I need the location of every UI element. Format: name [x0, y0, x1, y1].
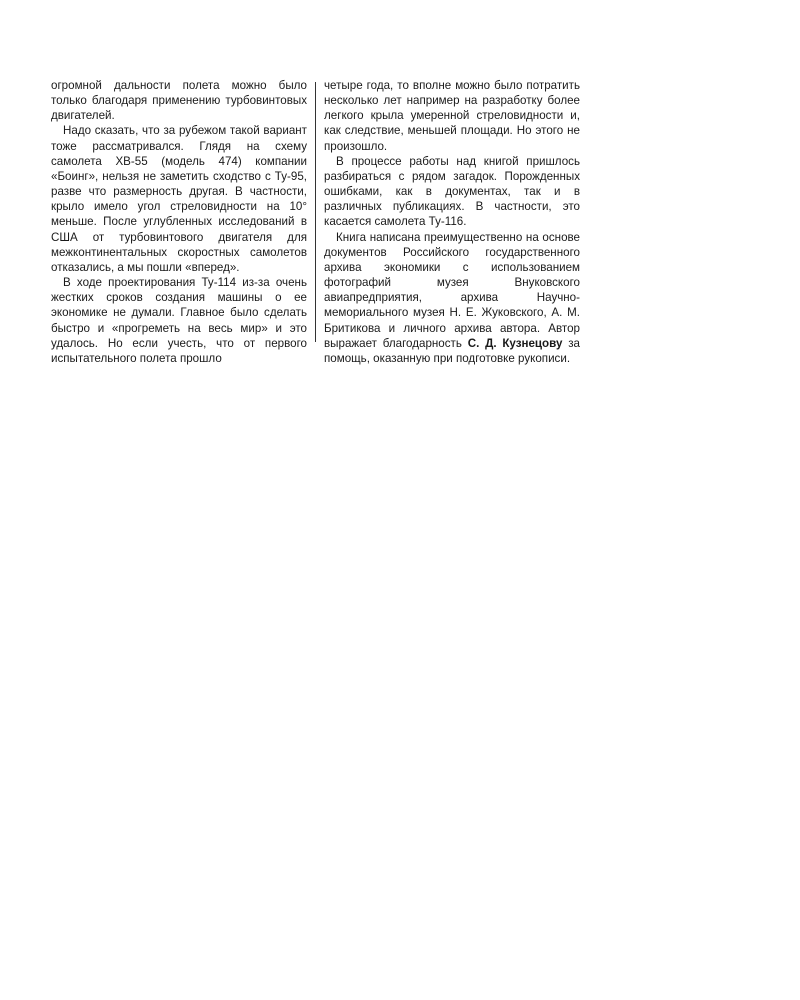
- paragraph-continuation: огромной дальности полета можно было только благодаря применению турбовинтовых двигателей.: [51, 79, 307, 123]
- left-text-column: [51, 78, 307, 366]
- acknowledged-person: С. Д. Кузнецову: [467, 336, 563, 350]
- paragraph-boeing-comparison: Надо сказать, что за рубежом такой вариант тоже рассматривался. Глядя на схему самолета XB-55 (модель 474) компании «Боинг», нельзя не заметить сходство с Ту-95, разве что размерность другая. В частности, крыло имело угол стреловидности на 10° меньше. После углубленных исследований в США от турбовинтового двигателя для межконтинентальных скоростных самолетов отказались, а мы пошли «вперед».: [51, 124, 307, 274]
- right-text-column: [324, 78, 580, 366]
- paragraph-acknowledgements: [324, 230, 580, 366]
- acknowledgements-ending: за помощь, оказанную при подготовке рукописи.: [324, 336, 580, 365]
- paragraph-mysteries: В процессе работы над книгой пришлось разбираться с рядом загадок. Порожденных ошибками, как в документах, так и в различных публикациях. В частности, это касается самолета Ту-116.: [324, 154, 580, 229]
- paragraph-wing-development: четыре года, то вполне можно было потратить несколько лет например на разработку более легкого крыла умеренной стреловидности и, как следствие, меньшей площади. Но этого не произошло.: [324, 79, 580, 153]
- column-divider: [315, 82, 316, 342]
- paragraph-tu114-design: В ходе проектирования Ту-114 из-за очень жестких сроков создания машины о ее экономике не думали. Главное было сделать быстро и «прогреметь на весь мир» и это удалось. Но если учесть, что от первого испытательного полета прошло: [51, 276, 307, 365]
- acknowledgements-text: Книга написана преимущественно на основе документов Российского государственного архива экономики с использованием фотографий музея Внуковского авиапредприятия, архива Научно-мемориального музея Н. Е. Жуковского, А. М. Бритикова и личного архива автора. Автор выражает благодарность: [324, 230, 580, 350]
